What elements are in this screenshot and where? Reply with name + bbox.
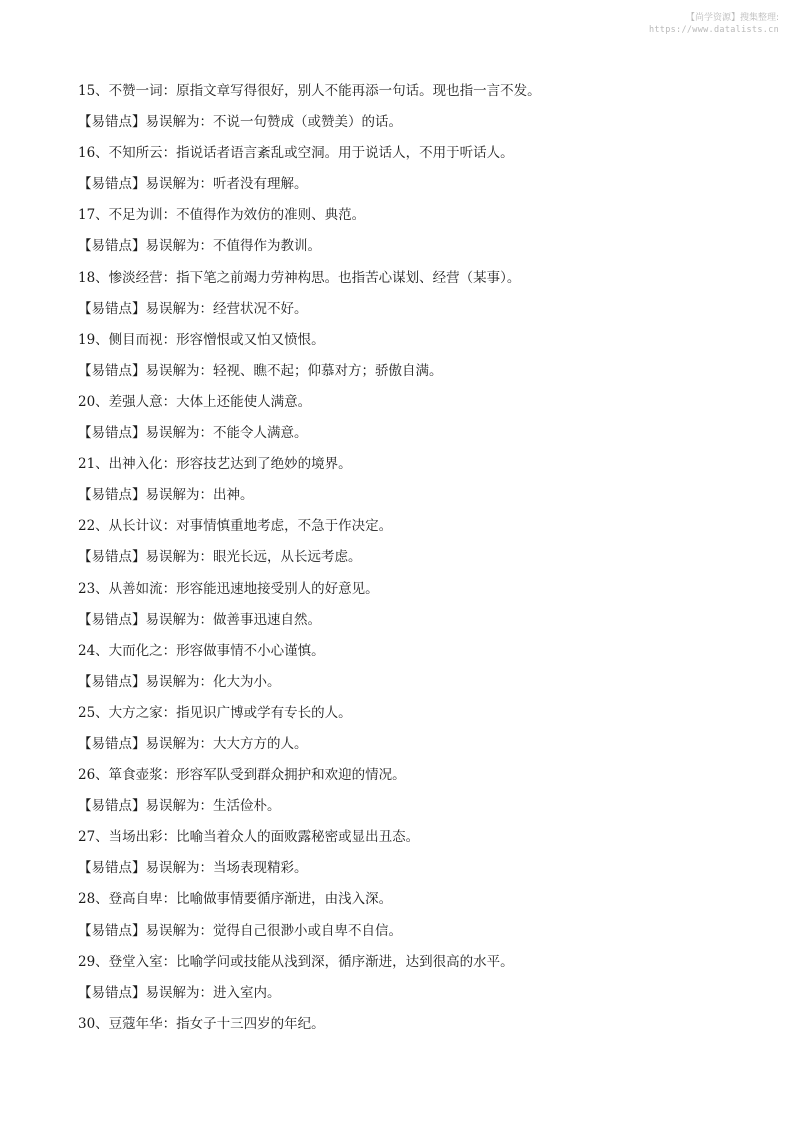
error-note-16: 【易错点】易误解为：听者没有理解。	[78, 176, 308, 193]
idiom-entry-21: 21、出神入化：形容技艺达到了绝妙的境界。	[78, 456, 352, 473]
idiom-entry-28: 28、登高自卑：比喻做事情要循序渐进，由浅入深。	[78, 891, 393, 908]
error-note-17: 【易错点】易误解为：不值得作为教训。	[78, 238, 321, 255]
error-note-19: 【易错点】易误解为：轻视、瞧不起；仰慕对方；骄傲自满。	[78, 362, 443, 379]
error-note-20: 【易错点】易误解为：不能令人满意。	[78, 425, 308, 442]
error-note-26: 【易错点】易误解为：生活俭朴。	[78, 798, 281, 815]
idiom-entry-16: 16、不知所云：指说话者语言紊乱或空洞。用于说话人，不用于听话人。	[78, 145, 514, 162]
idiom-entry-30: 30、豆蔻年华：指女子十三四岁的年纪。	[78, 1015, 325, 1032]
idiom-entry-19: 19、侧目而视：形容憎恨或又怕又愤恨。	[78, 331, 325, 348]
error-note-23: 【易错点】易误解为：做善事迅速自然。	[78, 611, 321, 628]
watermark-url: https://www.datalists.cn	[648, 25, 779, 35]
idiom-entry-18: 18、惨淡经营：指下笔之前竭力劳神构思。也指苦心谋划、经营（某事）。	[78, 269, 521, 286]
idiom-entry-27: 27、当场出彩：比喻当着众人的面败露秘密或显出丑态。	[78, 829, 420, 846]
watermark-title: 【尚学资源】搜集整理:	[685, 13, 779, 23]
document-body	[78, 80, 738, 1044]
error-note-21: 【易错点】易误解为：出神。	[78, 487, 254, 504]
error-note-18: 【易错点】易误解为：经营状况不好。	[78, 300, 308, 317]
error-note-25: 【易错点】易误解为：大大方方的人。	[78, 735, 308, 752]
error-note-22: 【易错点】易误解为：眼光长远，从长远考虑。	[78, 549, 362, 566]
idiom-entry-17: 17、不足为训：不值得作为效仿的准则、典范。	[78, 207, 366, 224]
watermark	[649, 12, 779, 36]
idiom-entry-22: 22、从长计议：对事情慎重地考虑，不急于作决定。	[78, 518, 393, 535]
error-note-29: 【易错点】易误解为：进入室内。	[78, 984, 281, 1001]
idiom-entry-25: 25、大方之家：指见识广博或学有专长的人。	[78, 704, 352, 721]
error-note-28: 【易错点】易误解为：觉得自己很渺小或自卑不自信。	[78, 922, 402, 939]
error-note-27: 【易错点】易误解为：当场表现精彩。	[78, 860, 308, 877]
idiom-entry-15: 15、不赞一词：原指文章写得很好，别人不能再添一句话。现也指一言不发。	[78, 83, 541, 99]
idiom-entry-23: 23、从善如流：形容能迅速地接受别人的好意见。	[78, 580, 379, 597]
error-note-15: 【易错点】易误解为：不说一句赞成（或赞美）的话。	[78, 114, 402, 131]
idiom-entry-29: 29、登堂入室：比喻学问或技能从浅到深，循序渐进，达到很高的水平。	[78, 953, 514, 970]
idiom-entry-26: 26、箪食壶浆：形容军队受到群众拥护和欢迎的情况。	[78, 767, 406, 784]
idiom-entry-20: 20、差强人意：大体上还能使人满意。	[78, 393, 312, 410]
error-note-24: 【易错点】易误解为：化大为小。	[78, 673, 281, 690]
idiom-entry-24: 24、大而化之：形容做事情不小心谨慎。	[78, 642, 325, 659]
